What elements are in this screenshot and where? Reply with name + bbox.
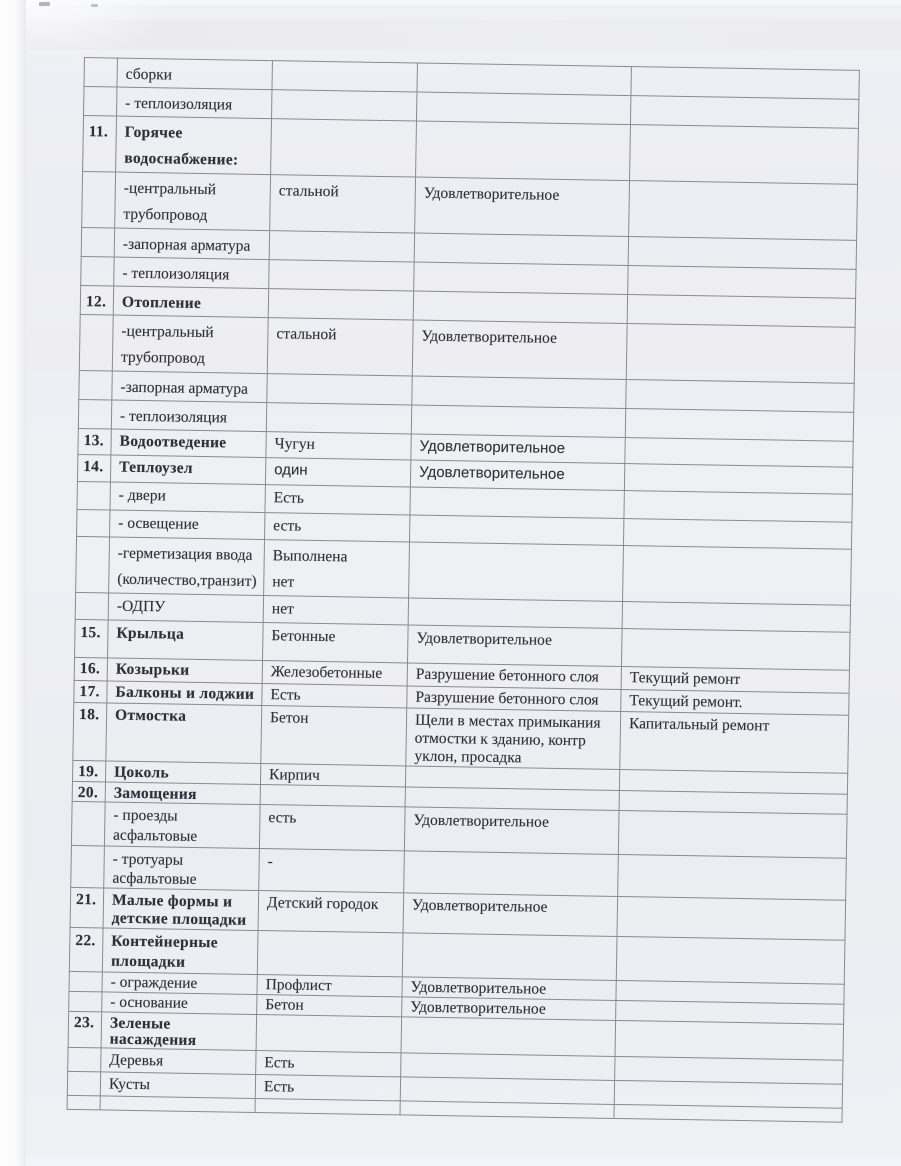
- cell-material: Есть: [265, 485, 410, 515]
- cell-action: [625, 409, 853, 442]
- cell-condition: [410, 515, 624, 546]
- cell-action: [624, 464, 852, 495]
- cell-action: [623, 519, 851, 550]
- cell-action: [628, 237, 856, 270]
- cell-name: - теплоизоляция: [117, 87, 272, 119]
- scan-corner-highlight: [26, 0, 176, 64]
- cell-action: [625, 438, 853, 468]
- cell-material: Детский городок: [258, 891, 404, 933]
- cell-num: [82, 171, 116, 228]
- cell-num: [67, 1095, 100, 1110]
- cell-condition: Удовлетворительное: [412, 320, 627, 380]
- cell-condition: [400, 1101, 614, 1119]
- cell-condition: Удовлетворительное: [411, 434, 625, 464]
- cell-action: [631, 67, 859, 100]
- cell-num: 12.: [80, 285, 113, 315]
- cell-num: 22.: [69, 927, 103, 972]
- cell-material: Бетон: [261, 706, 407, 766]
- cell-name: - тротуары асфальтовые: [104, 846, 260, 891]
- cell-name: -герметизация ввода (количество,транзит): [109, 537, 265, 596]
- cell-num: [77, 481, 110, 510]
- cell-num: 21.: [70, 887, 104, 928]
- cell-num: 14.: [77, 454, 110, 482]
- cell-condition: [411, 405, 625, 438]
- cell-material: [257, 931, 403, 977]
- cell-num: 16.: [74, 657, 107, 681]
- cell-num: 15.: [75, 619, 109, 658]
- cell-num: [84, 87, 117, 117]
- cell-action: [616, 936, 845, 984]
- cell-condition: [401, 1017, 616, 1057]
- cell-material: Бетон: [257, 994, 402, 1016]
- cell-condition: [414, 262, 628, 295]
- cell-name: сборки: [117, 58, 272, 90]
- cell-condition: Разрушение бетонного слоя: [407, 663, 621, 690]
- cell-name: -ОДПУ: [108, 593, 263, 623]
- cell-material: [256, 1014, 402, 1052]
- cell-condition: [402, 933, 617, 981]
- cell-num: [77, 509, 110, 537]
- cell-material: Есть: [262, 684, 407, 708]
- cell-material: Железобетонные: [262, 661, 407, 686]
- cell-material: [269, 260, 414, 291]
- cell-name: - теплоизоляция: [111, 400, 266, 432]
- cell-material: Есть: [255, 1074, 400, 1100]
- cell-action: [615, 1020, 844, 1060]
- cell-condition: [416, 92, 630, 125]
- cell-name: Замощения: [105, 782, 260, 805]
- cell-action: [621, 629, 850, 671]
- cell-material: Кирпич: [260, 764, 405, 787]
- cell-material: [266, 403, 411, 434]
- cell-num: [69, 991, 102, 1012]
- cell-name: - двери: [110, 482, 265, 513]
- cell-name: -запорная арматура: [114, 228, 269, 260]
- cell-num: [69, 971, 102, 992]
- cell-name: -запорная арматура: [112, 371, 267, 403]
- cell-material: [272, 90, 417, 121]
- cell-num: [79, 314, 113, 371]
- cell-num: 20.: [72, 781, 105, 802]
- cell-action: [618, 810, 847, 858]
- cell-action: [629, 181, 858, 241]
- cell-action: Капитальный ремонт: [620, 711, 849, 773]
- cell-num: 17.: [74, 680, 107, 703]
- scan-artifact: [91, 4, 98, 7]
- cell-num: [76, 536, 110, 593]
- table-body: [67, 58, 859, 1123]
- cell-material: есть: [265, 513, 410, 542]
- cell-name: Балконы и лоджии: [107, 681, 262, 706]
- cell-material: -: [259, 849, 405, 893]
- cell-name: - освещение: [110, 510, 265, 540]
- cell-action: [617, 896, 846, 940]
- cell-action: Текущий ремонт.: [621, 689, 849, 715]
- cell-name: Контейнерные площадки: [102, 928, 258, 975]
- cell-name: - ограждение: [102, 972, 257, 995]
- cell-name: Теплоузел: [110, 455, 265, 485]
- cell-condition: Удовлетворительное: [403, 893, 618, 937]
- cell-condition: [408, 598, 622, 629]
- cell-num: [84, 58, 117, 88]
- cell-name: Зеленые насаждения: [101, 1012, 257, 1051]
- scan-edge-left: [0, 0, 26, 1166]
- cell-condition: [417, 63, 631, 96]
- cell-material: стальной: [267, 318, 413, 376]
- cell-condition: [409, 542, 624, 602]
- cell-num: [71, 845, 105, 888]
- cell-name: Водоотведение: [111, 429, 266, 458]
- cell-action: [630, 96, 858, 129]
- cell-name: - основание: [102, 992, 257, 1015]
- cell-num: 23.: [68, 1011, 102, 1048]
- cell-condition: Щели в местах примыкания отмостки к зданию, контр уклон, просадка: [406, 708, 621, 770]
- building-inspection-table: [67, 57, 860, 1123]
- cell-num: 13.: [78, 428, 111, 455]
- cell-name: Отопление: [113, 286, 268, 318]
- cell-condition: [416, 121, 631, 181]
- cell-material: один: [265, 458, 410, 487]
- cell-material: Профлист: [257, 974, 402, 996]
- cell-num: [71, 801, 105, 846]
- cell-condition: [410, 487, 624, 519]
- cell-num: [79, 370, 112, 400]
- cell-action: [624, 491, 852, 523]
- cell-material: Бетонные: [263, 623, 409, 663]
- cell-condition: [412, 376, 626, 409]
- cell-material: есть: [259, 805, 405, 851]
- cell-condition: Удовлетворительное: [410, 460, 624, 491]
- cell-material: [267, 374, 412, 405]
- cell-condition: Удовлетворительное: [402, 997, 616, 1021]
- cell-material: [269, 231, 414, 262]
- cell-material: [272, 61, 417, 92]
- cell-material: [255, 1098, 400, 1114]
- cell-action: [623, 546, 852, 606]
- cell-material: [271, 119, 417, 177]
- cell-action: [626, 380, 854, 413]
- cell-name: Малые формы и детские площадки: [103, 888, 259, 931]
- cell-name: Горячее водоснабжение:: [116, 116, 272, 175]
- cell-condition: Удовлетворительное: [415, 177, 630, 237]
- cell-name: -центральный трубопровод: [115, 172, 271, 231]
- cell-name: - теплоизоляция: [114, 257, 269, 289]
- cell-condition: [413, 291, 627, 324]
- cell-material: Выполнена нет: [264, 540, 410, 598]
- cell-name: - проезды асфальтовые: [104, 802, 260, 849]
- cell-action: [630, 125, 859, 185]
- scan-artifact: [39, 2, 50, 6]
- cell-material: Есть: [256, 1050, 401, 1076]
- cell-num: [78, 399, 111, 429]
- cell-name: Козырьки: [107, 658, 262, 684]
- cell-name: [100, 1096, 255, 1113]
- cell-num: 19.: [72, 760, 105, 782]
- cell-num: [67, 1071, 100, 1096]
- cell-condition: Разрушение бетонного слоя: [407, 686, 621, 712]
- cell-num: [81, 227, 114, 257]
- cell-condition: [404, 851, 619, 897]
- cell-action: [622, 602, 850, 633]
- cell-action: [628, 266, 856, 299]
- cell-material: Чугун: [266, 432, 411, 460]
- cell-num: 11.: [83, 116, 117, 173]
- cell-material: [260, 785, 405, 807]
- cell-action: [626, 324, 855, 384]
- cell-num: [68, 1047, 101, 1072]
- cell-name: Отмостка: [106, 703, 262, 764]
- cell-condition: [400, 1077, 614, 1105]
- cell-material: [268, 289, 413, 320]
- cell-name: Кусты: [100, 1072, 255, 1099]
- cell-condition: Удовлетворительное: [404, 807, 619, 855]
- cell-name: Крыльца: [108, 620, 264, 661]
- scan-edge-bottom: [26, 1152, 901, 1166]
- cell-condition: Удовлетворительное: [402, 977, 616, 1001]
- cell-condition: [401, 1053, 615, 1081]
- cell-num: [75, 592, 108, 620]
- cell-num: [81, 256, 114, 286]
- cell-action: [618, 854, 847, 900]
- cell-action: Текущий ремонт: [621, 666, 849, 693]
- cell-name: Деревья: [101, 1048, 256, 1075]
- cell-material: стальной: [270, 175, 416, 233]
- cell-action: [627, 295, 855, 328]
- cell-name: -центральный трубопровод: [112, 315, 268, 374]
- cell-condition: Удовлетворительное: [407, 625, 622, 667]
- cell-name: Цоколь: [105, 761, 260, 785]
- cell-num: 18.: [73, 702, 107, 761]
- cell-condition: [414, 233, 628, 266]
- cell-material: нет: [263, 596, 408, 625]
